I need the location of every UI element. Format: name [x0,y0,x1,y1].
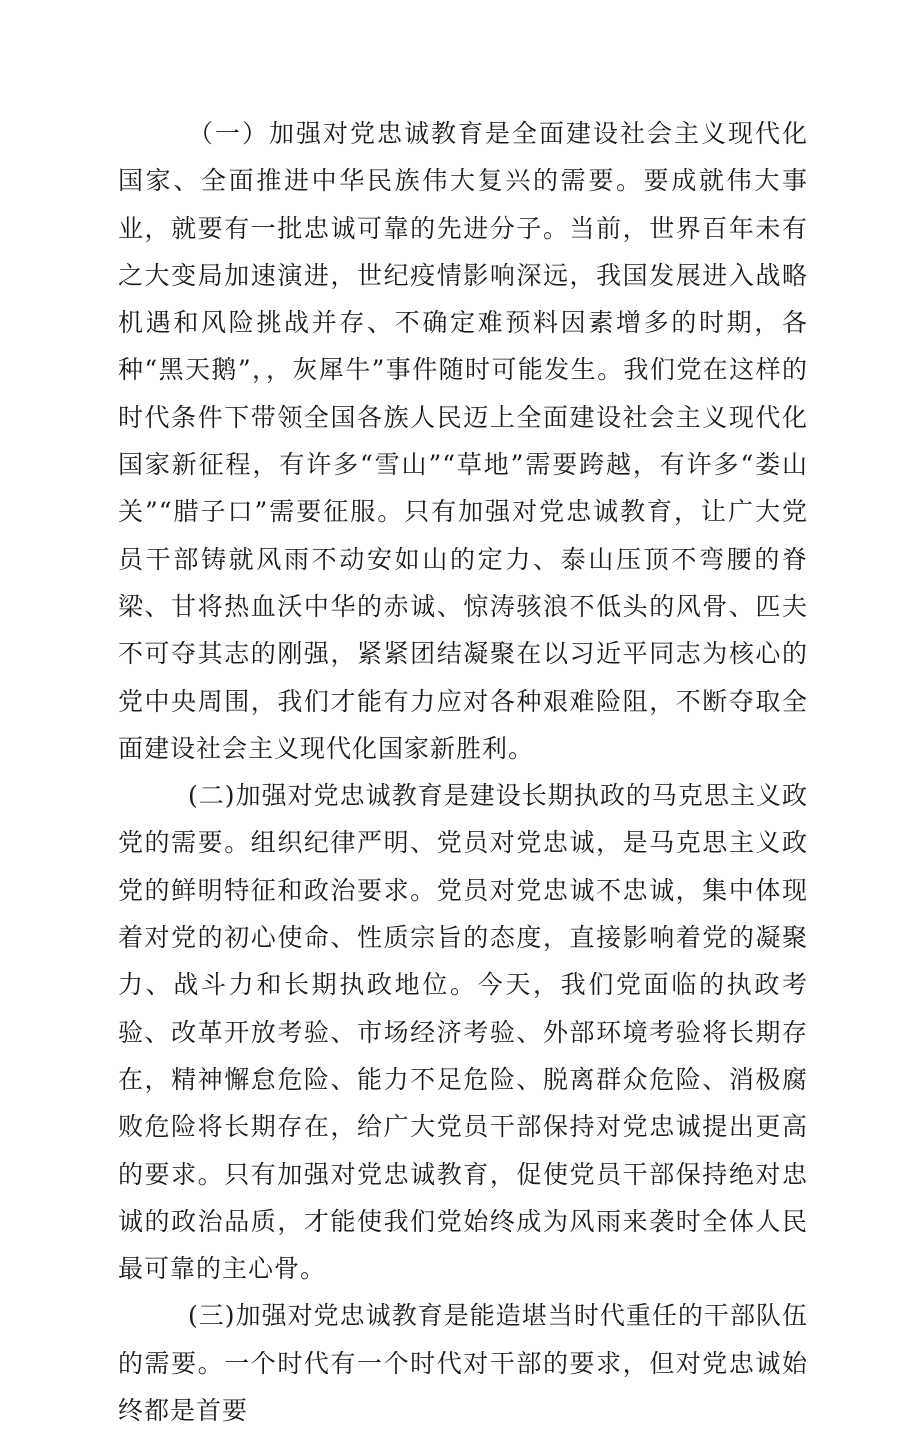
paragraph-1: （一）加强对党忠诚教育是全面建设社会主义现代化国家、全面推进中华民族伟大复兴的需要。要成就伟大事业，就要有一批忠诚可靠的先进分子。当前，世界百年未有之大变局加速演进，世纪疫情影响深远，我国发展进入战略机遇和风险挑战并存、不确定难预料因素增多的时期，各种“黑天鹅”，，灰犀牛”事件随时可能发生。我们党在这样的时代条件下带领全国各族人民迈上全面建设社会主义现代化国家新征程，有许多“雪山”“草地”需要跨越，有许多“娄山关”“腊子口”需要征服。只有加强对党忠诚教育，让广大党员干部铸就风雨不动安如山的定力、泰山压顶不弯腰的脊梁、甘将热血沃中华的赤诚、惊涛骇浪不低头的风骨、匹夫不可夺其志的刚强，紧紧团结凝聚在以习近平同志为核心的党中央周围，我们才能有力应对各种艰难险阻，不断夺取全面建设社会主义现代化国家新胜利。 [118,119,808,763]
document-body [118,110,808,1434]
paragraph-3: (三)加强对党忠诚教育是能造堪当时代重任的干部队伍的需要。一个时代有一个时代对干部的要求，但对党忠诚始终都是首要 [118,1301,808,1426]
paragraph-2: (二)加强对党忠诚教育是建设长期执政的马克思主义政党的需要。组织纪律严明、党员对党忠诚，是马克思主义政党的鲜明特征和政治要求。党员对党忠诚不忠诚，集中体现着对党的初心使命、性质宗旨的态度，直接影响着党的凝聚力、战斗力和长期执政地位。今天，我们党面临的执政考验、改革开放考验、市场经济考验、外部环境考验将长期存在，精神懈怠危险、能力不足危险、脱离群众危险、消极腐败危险将长期存在，给广大党员干部保持对党忠诚提出更高的要求。只有加强对党忠诚教育，促使党员干部保持绝对忠诚的政治品质，才能使我们党始终成为风雨来袭时全体人民最可靠的主心骨。 [118,781,808,1284]
